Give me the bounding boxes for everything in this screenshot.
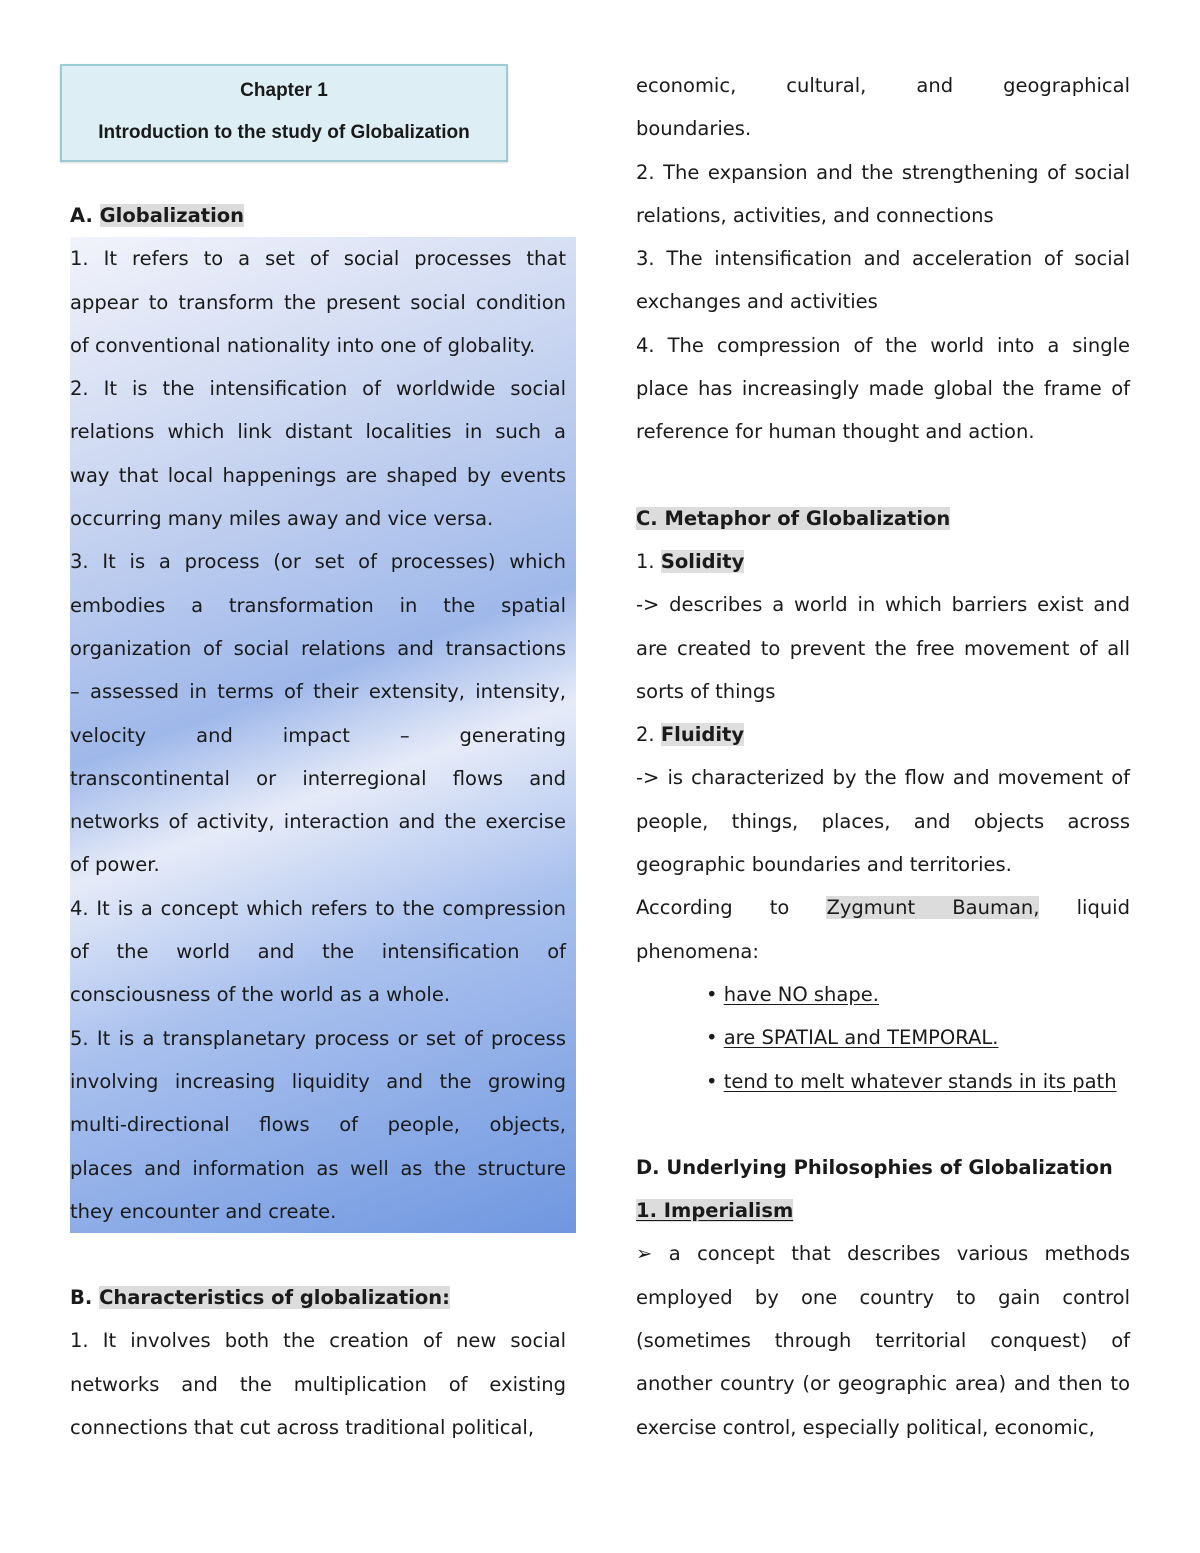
solidity-line: are created to prevent the free movement of all bbox=[636, 636, 1130, 660]
def-line: consciousness of the world as a whole. bbox=[70, 983, 451, 1007]
solidity-term: Solidity bbox=[660, 549, 745, 573]
bullet-dot-icon: • bbox=[706, 1026, 718, 1050]
section-a-label: A. bbox=[70, 204, 93, 227]
section-a-heading bbox=[70, 194, 566, 237]
section-d-heading: D. Underlying Philosophies of Globalization bbox=[636, 1155, 1113, 1179]
def-line: 4. It is a concept which refers to the compression bbox=[70, 896, 566, 920]
def-line: velocity and impact – generating bbox=[70, 723, 566, 747]
arrow-bullet-icon: ➢ bbox=[636, 1242, 653, 1266]
imperialism-line: (sometimes through territorial conquest) of bbox=[636, 1329, 1130, 1353]
characteristic-line: 4. The compression of the world into a single bbox=[636, 333, 1130, 357]
fluidity-line: geographic boundaries and territories. bbox=[636, 853, 1012, 877]
imperialism-line: another country (or geographic area) and then to bbox=[636, 1372, 1130, 1396]
section-a-title: Globalization bbox=[99, 204, 245, 227]
bauman-name: Zygmunt Bauman, bbox=[826, 896, 1040, 920]
characteristic-line: boundaries. bbox=[636, 117, 752, 141]
def-line: relations which link distant localities in such a bbox=[70, 420, 566, 444]
def-line: – assessed in terms of their extensity, intensity, bbox=[70, 680, 566, 704]
characteristic-line: place has increasingly made global the frame of bbox=[636, 377, 1130, 401]
bullet-text: are SPATIAL and TEMPORAL. bbox=[723, 1026, 999, 1050]
imperialism-text: a concept that describes various methods bbox=[668, 1242, 1131, 1266]
chapter-title: Chapter 1 bbox=[240, 80, 328, 101]
bauman-pre: According to bbox=[636, 896, 790, 920]
def-line: occurring many miles away and vice versa. bbox=[70, 507, 494, 531]
characteristic-line: exchanges and activities bbox=[636, 290, 878, 314]
liquid-bullet bbox=[636, 1060, 1130, 1103]
fluidity-line: -> is characterized by the flow and movement of bbox=[636, 766, 1130, 790]
solidity-number: 1. bbox=[636, 549, 655, 573]
def-line: 3. It is a process (or set of processes) which bbox=[70, 550, 566, 574]
section-c-title: C. Metaphor of Globalization bbox=[636, 506, 951, 530]
bauman-line-2: phenomena: bbox=[636, 939, 759, 963]
imperialism-line: employed by one country to gain control bbox=[636, 1285, 1130, 1309]
def-line: 2. It is the intensification of worldwide social bbox=[70, 377, 566, 401]
left-column bbox=[70, 64, 566, 1449]
section-b-heading bbox=[70, 1276, 566, 1319]
solidity-line: sorts of things bbox=[636, 679, 776, 703]
def-line: networks of activity, interaction and the exercise bbox=[70, 810, 566, 834]
solidity-line: -> describes a world in which barriers exist and bbox=[636, 593, 1130, 617]
bauman-post: liquid bbox=[1076, 896, 1130, 920]
characteristic-line: reference for human thought and action. bbox=[636, 420, 1035, 444]
def-line: of the world and the intensification of bbox=[70, 940, 566, 964]
def-line: of conventional nationality into one of globality. bbox=[70, 333, 536, 357]
characteristic-line: 3. The intensification and acceleration of social bbox=[636, 247, 1130, 271]
section-c-heading bbox=[636, 497, 1130, 540]
bauman-line bbox=[636, 886, 1130, 929]
liquid-bullet bbox=[636, 973, 1130, 1016]
characteristic-line: 1. It involves both the creation of new social bbox=[70, 1329, 566, 1353]
liquid-bullet bbox=[636, 1016, 1130, 1059]
def-line: appear to transform the present social condition bbox=[70, 290, 566, 314]
fluidity-heading bbox=[636, 713, 1130, 756]
def-line: way that local happenings are shaped by events bbox=[70, 463, 566, 487]
def-line: they encounter and create. bbox=[70, 1199, 337, 1223]
characteristic-line: networks and the multiplication of existing bbox=[70, 1372, 566, 1396]
bullet-text: have NO shape. bbox=[723, 982, 879, 1006]
imperialism-term: 1. Imperialism bbox=[636, 1199, 794, 1223]
def-line: multi-directional flows of people, objects, bbox=[70, 1113, 566, 1137]
bullet-dot-icon: • bbox=[706, 1069, 718, 1093]
bullet-text: tend to melt whatever stands in its path bbox=[723, 1069, 1117, 1093]
def-line: of power. bbox=[70, 853, 160, 877]
characteristic-line: connections that cut across traditional political, bbox=[70, 1416, 535, 1440]
def-line: organization of social relations and transactions bbox=[70, 636, 566, 660]
imperialism-line bbox=[636, 1232, 1130, 1275]
def-line: places and information as well as the structure bbox=[70, 1156, 566, 1180]
def-line: involving increasing liquidity and the growing bbox=[70, 1069, 566, 1093]
fluidity-number: 2. bbox=[636, 723, 655, 747]
def-line: 5. It is a transplanetary process or set of process bbox=[70, 1026, 566, 1050]
section-b-title: Characteristics of globalization: bbox=[99, 1286, 450, 1310]
right-column bbox=[636, 64, 1130, 1449]
fluidity-term: Fluidity bbox=[660, 723, 745, 747]
def-line: embodies a transformation in the spatial bbox=[70, 593, 566, 617]
characteristic-line: 2. The expansion and the strengthening of social bbox=[636, 160, 1130, 184]
characteristic-line: economic, cultural, and geographical bbox=[636, 74, 1130, 97]
fluidity-line: people, things, places, and objects across bbox=[636, 809, 1130, 833]
def-line: 1. It refers to a set of social processes that bbox=[70, 247, 566, 271]
imperialism-heading bbox=[636, 1189, 1130, 1232]
characteristic-line: relations, activities, and connections bbox=[636, 203, 994, 227]
def-line: transcontinental or interregional flows and bbox=[70, 766, 566, 790]
imperialism-line: exercise control, especially political, economic, bbox=[636, 1415, 1095, 1439]
globalization-definitions bbox=[70, 237, 576, 1233]
bullet-dot-icon: • bbox=[706, 982, 718, 1006]
section-b-label: B. bbox=[70, 1286, 93, 1310]
chapter-title-box bbox=[60, 64, 508, 162]
chapter-subtitle: Introduction to the study of Globalization bbox=[98, 122, 470, 143]
solidity-heading bbox=[636, 540, 1130, 583]
